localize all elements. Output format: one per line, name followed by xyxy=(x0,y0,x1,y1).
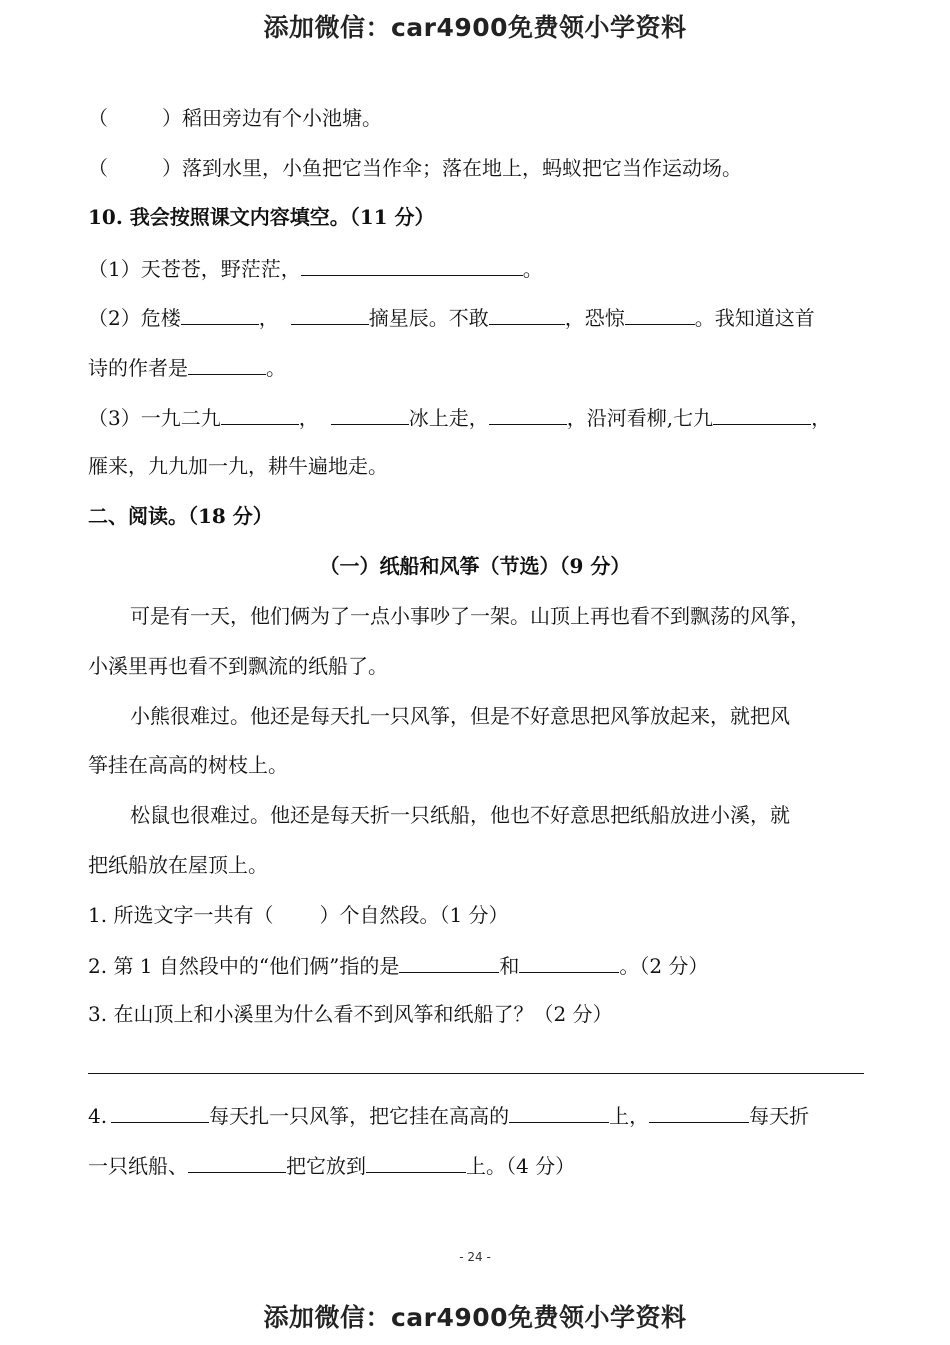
line-text: ）落到水里，小鱼把它当作伞；落在地上，蚂蚁把它当作运动场。 xyxy=(162,156,742,180)
page-number: - 24 - xyxy=(459,1250,491,1264)
q10-2-text: ， xyxy=(258,306,279,330)
passage-p1-line1: 可是有一天，他们俩为了一点小事吵了一架。山顶上再也看不到飘荡的风筝， xyxy=(130,604,810,628)
reading-q4 xyxy=(88,1100,868,1131)
reading-q1-text: 1. 所选文字一共有（ xyxy=(88,903,274,927)
q10-item-2 xyxy=(88,302,868,333)
fill-blank[interactable] xyxy=(301,253,523,276)
passage-title: （一）纸船和风筝（节选）（9 分） xyxy=(319,554,631,578)
reading-q4-text: 4. xyxy=(88,1104,108,1128)
passage-p2-line2: 筝挂在高高的树枝上。 xyxy=(88,753,288,777)
fill-blank[interactable] xyxy=(489,402,567,425)
q10-item-2-cont xyxy=(88,352,868,383)
fill-blank[interactable] xyxy=(489,302,565,325)
passage-p1-line2: 小溪里再也看不到飘流的纸船了。 xyxy=(88,654,388,678)
q10-2-text: 诗的作者是 xyxy=(88,356,188,380)
line-rice-field xyxy=(88,103,868,133)
reading-q2-text: 和 xyxy=(499,954,520,978)
fill-blank[interactable] xyxy=(625,302,695,325)
section-2-title: 二、阅读。（18 分） xyxy=(88,504,273,528)
fill-blank[interactable] xyxy=(509,1100,609,1123)
reading-q4-text: 把它放到 xyxy=(286,1154,366,1178)
q10-2-text: （2）危楼 xyxy=(88,306,181,330)
q10-3-text: ， xyxy=(811,406,832,430)
fill-blank[interactable] xyxy=(649,1100,749,1123)
reading-q4-text: 上， xyxy=(609,1104,650,1128)
passage-p3-line2: 把纸船放在屋顶上。 xyxy=(88,853,268,877)
fill-blank[interactable] xyxy=(181,302,259,325)
fill-blank[interactable] xyxy=(713,402,811,425)
passage-p2-line1: 小熊很难过。他还是每天扎一只风筝，但是不好意思把风筝放起来，就把风 xyxy=(130,704,790,728)
reading-q2-text: 2. 第 1 自然段中的“他们俩”指的是 xyxy=(88,954,400,978)
reading-q2 xyxy=(88,950,868,981)
reading-q1-text: ）个自然段。（1 分） xyxy=(319,903,509,927)
q10-item-1 xyxy=(88,253,868,284)
q10-1-text: （1）天苍苍，野茫茫， xyxy=(88,257,301,281)
reading-q4-text: 一只纸船、 xyxy=(88,1154,188,1178)
fill-blank[interactable] xyxy=(331,402,409,425)
fill-blank[interactable] xyxy=(111,1100,209,1123)
fill-blank[interactable] xyxy=(291,302,369,325)
q10-item-3 xyxy=(88,402,868,433)
fill-blank[interactable] xyxy=(399,950,499,973)
q10-3-text: ，沿河看柳,七九 xyxy=(566,406,714,430)
line-text: ）稻田旁边有个小池塘。 xyxy=(162,106,382,130)
q10-item-3-cont: 雁来，九九加一九，耕牛遍地走。 xyxy=(88,454,388,478)
reading-q3: 3. 在山顶上和小溪里为什么看不到风筝和纸船了？（2 分） xyxy=(88,1002,613,1026)
reading-q1 xyxy=(88,900,868,930)
q10-title: 10. 我会按照课文内容填空。（11 分） xyxy=(88,205,435,229)
passage-p3-line1: 松鼠也很难过。他还是每天折一只纸船，他也不好意思把纸船放进小溪，就 xyxy=(130,803,790,827)
fill-blank[interactable] xyxy=(519,950,619,973)
q10-3-text: ， xyxy=(298,406,319,430)
q10-2-text: ，恐惊 xyxy=(564,306,625,330)
reading-q4-text: 每天折 xyxy=(749,1104,810,1128)
watermark-banner-bottom: 添加微信：car4900免费领小学资料 xyxy=(263,1303,687,1332)
open-paren: （ xyxy=(88,156,108,180)
reading-q4-cont xyxy=(88,1150,868,1181)
fill-blank[interactable] xyxy=(221,402,299,425)
watermark-banner-top: 添加微信：car4900免费领小学资料 xyxy=(263,13,687,42)
q10-2-text: 摘星辰。不敢 xyxy=(368,306,489,330)
q10-2-text: 。 xyxy=(266,356,286,380)
fill-blank[interactable] xyxy=(188,1150,286,1173)
fill-blank[interactable] xyxy=(188,352,266,375)
fill-blank[interactable] xyxy=(366,1150,466,1173)
reading-q4-text: 每天扎一只风筝，把它挂在高高的 xyxy=(209,1104,510,1128)
q10-3-text: （3）一九二九 xyxy=(88,406,221,430)
reading-q2-text: 。（2 分） xyxy=(619,954,709,978)
q10-1-end: 。 xyxy=(522,257,543,281)
open-paren: （ xyxy=(88,106,108,130)
line-umbrella xyxy=(88,153,868,183)
reading-q4-text: 上。（4 分） xyxy=(466,1154,576,1178)
q10-3-text: 冰上走， xyxy=(408,406,489,430)
q10-2-text: 。我知道这首 xyxy=(694,306,815,330)
answer-line[interactable] xyxy=(88,1073,864,1074)
